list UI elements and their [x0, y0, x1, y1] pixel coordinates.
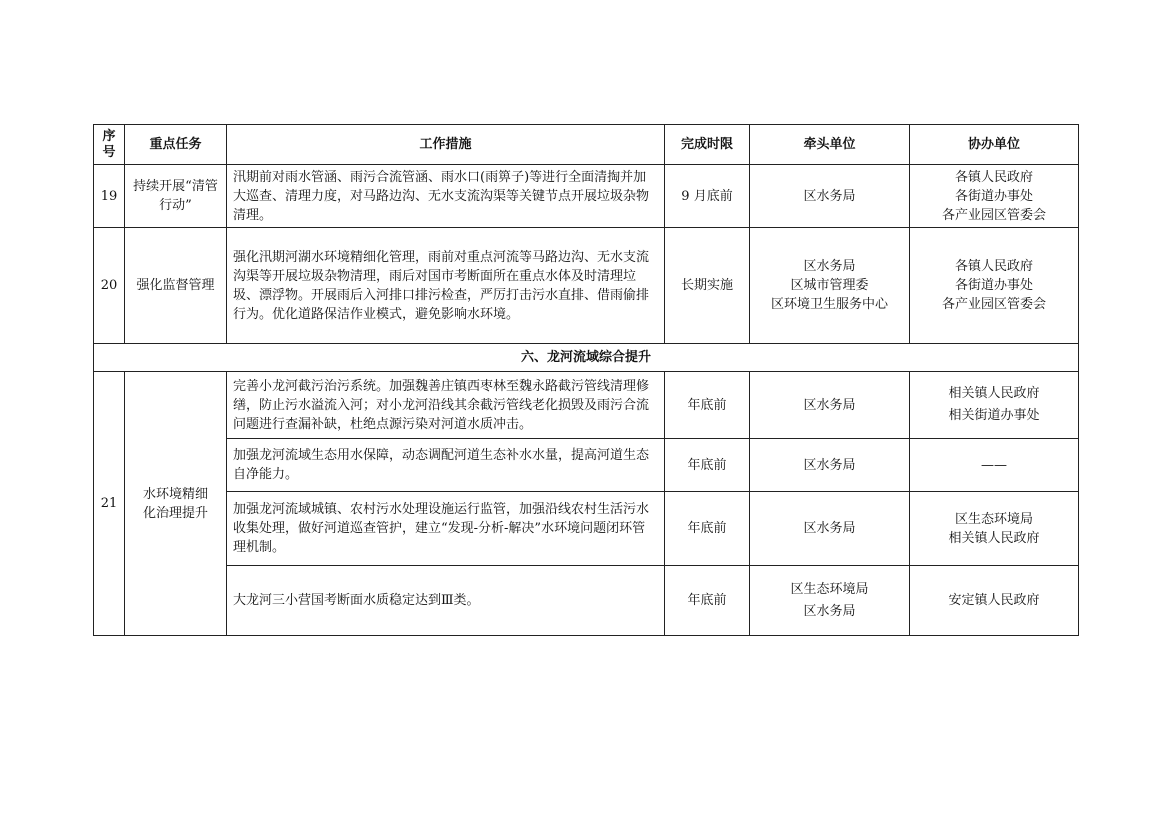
task-table: [93, 124, 1079, 636]
row-deadline: 年底前: [665, 439, 750, 492]
assist-unit: 各街道办事处: [954, 278, 1033, 293]
table-row: [94, 492, 1079, 566]
row-seq: 20: [94, 228, 125, 344]
lead-unit: 区生态环境局: [790, 581, 869, 597]
row-lead: [750, 165, 910, 228]
assist-unit: 安定镇人民政府: [948, 593, 1040, 608]
lead-unit: 区水务局: [803, 603, 856, 619]
row-deadline: 9 月底前: [665, 165, 750, 228]
header-row: [94, 125, 1079, 165]
row-lead: [750, 372, 910, 439]
row-measure: 强化汛期河湖水环境精细化管理，雨前对重点河流等马路边沟、无水支流沟渠等开展垃圾杂物清理，雨后对国市考断面所在重点水体及时清理垃圾、漂浮物。开展雨后入河排口排污检查，严厉打击污水直排、借雨偷排行为。优化道路保洁作业模式，避免影响水环境。: [227, 228, 665, 344]
table-row: [94, 439, 1079, 492]
table-row: [94, 165, 1079, 228]
row-measure: 完善小龙河截污治污系统。加强魏善庄镇西枣林至魏永路截污管线清理修缮，防止污水溢流入河；对小龙河沿线其余截污管线老化损毁及雨污合流问题进行查漏补缺，杜绝点源污染对河道水质冲击。: [227, 372, 665, 439]
assist-unit: 各街道办事处: [954, 188, 1033, 204]
header-task: 重点任务: [125, 125, 227, 165]
row-lead: [750, 492, 910, 566]
row-seq: 19: [94, 165, 125, 228]
table-row: [94, 228, 1079, 344]
row-deadline: 长期实施: [665, 228, 750, 344]
assist-unit: 区生态环境局: [954, 511, 1033, 527]
assist-unit: 各产业园区管委会: [941, 207, 1046, 223]
assist-unit: 各镇人民政府: [954, 169, 1033, 185]
row-task: 强化监督管理: [125, 228, 227, 344]
lead-unit: 区水务局: [803, 188, 856, 204]
assist-unit: 相关镇人民政府: [948, 386, 1040, 401]
row-measure: 加强龙河流域城镇、农村污水处理设施运行监管，加强沿线农村生活污水收集处理，做好河道巡查管护，建立“发现-分析-解决”水环境问题闭环管理机制。: [227, 492, 665, 566]
assist-unit: 各产业园区管委会: [941, 297, 1046, 312]
assist-unit: 相关镇人民政府: [948, 530, 1040, 546]
header-lead: 牵头单位: [750, 125, 910, 165]
row-seq: 21: [94, 372, 125, 636]
row-lead: [750, 566, 910, 636]
lead-unit: 区水务局: [803, 457, 856, 473]
table-row: [94, 372, 1079, 439]
lead-unit: 区城市管理委: [790, 278, 869, 293]
lead-unit: 区环境卫生服务中心: [770, 297, 888, 312]
row-lead: [750, 439, 910, 492]
row-assist: [910, 492, 1079, 566]
row-assist: [910, 566, 1079, 636]
row-assist: [910, 439, 1079, 492]
row-lead: [750, 228, 910, 344]
lead-unit: 区水务局: [803, 397, 856, 413]
row-assist: [910, 372, 1079, 439]
row-measure: 加强龙河流域生态用水保障，动态调配河道生态补水水量，提高河道生态自净能力。: [227, 439, 665, 492]
header-seq: 序号: [94, 125, 125, 165]
lead-unit: 区水务局: [803, 259, 856, 274]
row-measure: 汛期前对雨水管涵、雨污合流管涵、雨水口(雨箅子)等进行全面清掏并加大巡查、清理力度，对马路边沟、无水支流沟渠等关键节点开展垃圾杂物清理。: [227, 165, 665, 228]
row-deadline: 年底前: [665, 492, 750, 566]
row-task: 持续开展“清管行动”: [125, 165, 227, 228]
header-deadline: 完成时限: [665, 125, 750, 165]
assist-unit: 各镇人民政府: [954, 259, 1033, 274]
assist-unit: ——: [981, 457, 1007, 473]
section-title: 六、龙河流域综合提升: [94, 344, 1079, 372]
section-row: [94, 344, 1079, 372]
header-assist: 协办单位: [910, 125, 1079, 165]
header-measure: 工作措施: [227, 125, 665, 165]
row-measure: 大龙河三小营国考断面水质稳定达到Ⅲ类。: [227, 566, 665, 636]
row-assist: [910, 165, 1079, 228]
lead-unit: 区水务局: [803, 521, 856, 536]
row-assist: [910, 228, 1079, 344]
table-row: [94, 566, 1079, 636]
row-task: 水环境精细化治理提升: [125, 372, 227, 636]
row-deadline: 年底前: [665, 566, 750, 636]
assist-unit: 相关街道办事处: [948, 408, 1040, 423]
row-deadline: 年底前: [665, 372, 750, 439]
